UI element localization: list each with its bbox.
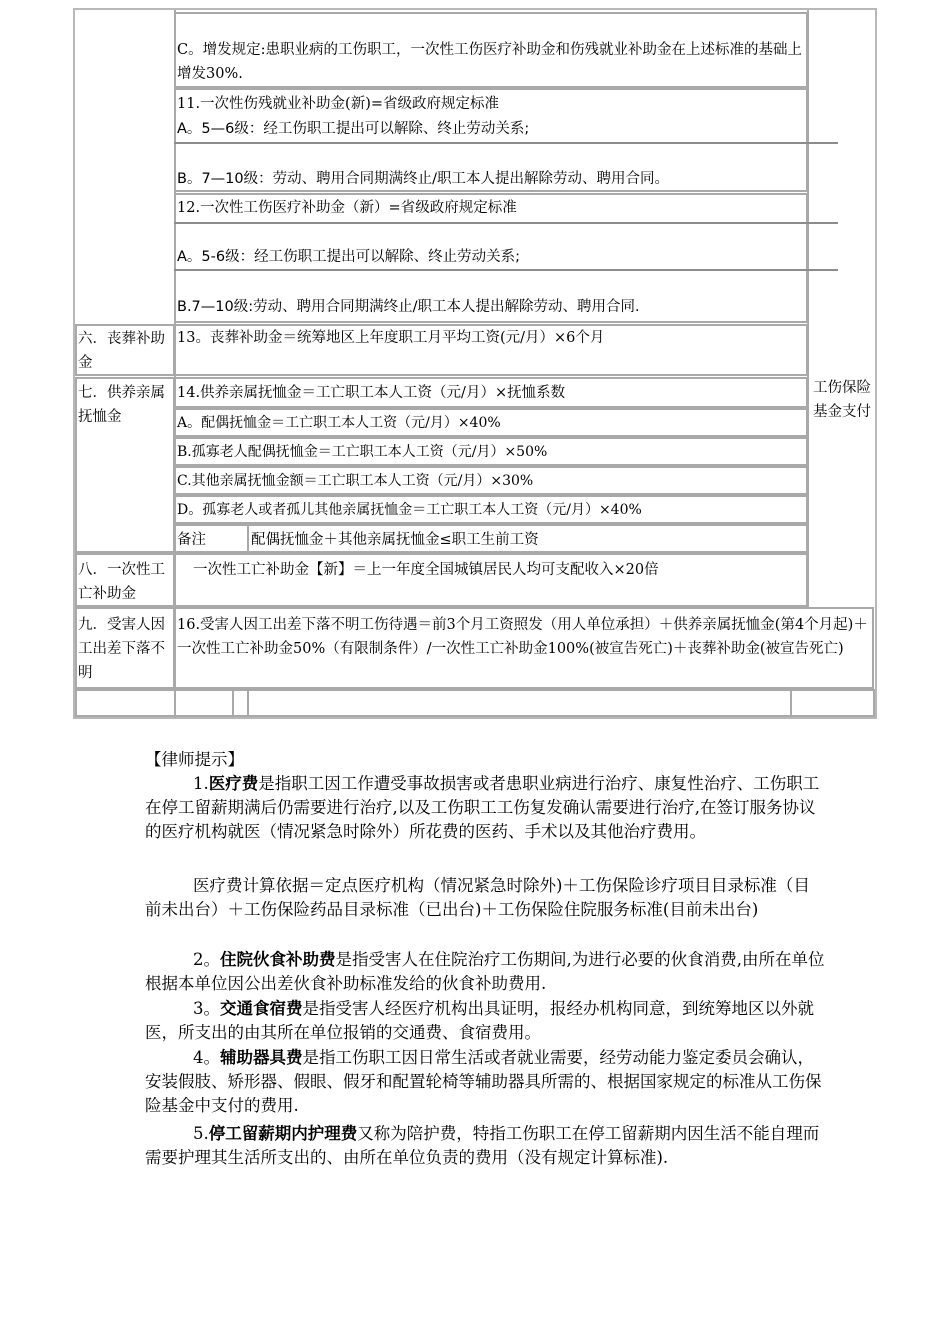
- tip-1b: 医疗费计算依据＝定点医疗机构（情况紧急时除外)＋工伤保险诊疗项目目录标准（目前未出台）＋工伤保险药品目录标准（已出台)＋工伤保险住院服务标准(目前未出台): [145, 876, 810, 919]
- tips-heading: 【律师提示】: [145, 750, 244, 769]
- item14-a-text: A。配偶抚恤金＝工亡职工本人工资（元/月）×40%: [177, 415, 501, 431]
- item11-title: 11.一次性伤残就业补助金(新)=省级政府规定标准: [177, 96, 500, 112]
- empty-divider-2: [247, 689, 249, 717]
- tip-5-text: 又称为陪护费，特指工伤职工在停工留薪期内因生活不能自理而需要护理其生活所支出的、由所在单位负责的费用（没有规定计算标准).: [145, 1124, 820, 1167]
- item11-a: A。5—6级：经工伤职工提出可以解除、终止劳动关系;: [177, 121, 530, 137]
- item14-d-text: D。孤寡老人或者孤儿其他亲属抚恤金＝工亡职工本人工资（元/月）×40%: [177, 502, 642, 518]
- tip-2-num: 2。: [193, 950, 220, 969]
- tip-4-term: 辅助器具费: [220, 1048, 303, 1067]
- tip-1-text: 是指职工因工作遭受事故损害或者患职业病进行治疗、康复性治疗、工伤职工在停工留薪期满后仍需要进行治疗,以及工伤职工工伤复发确认需要进行治疗,在签订服务协议的医疗机构就医（情况紧急时除外）所花费的医药、手术以及其他治疗费用。: [145, 774, 820, 841]
- sec6-label: 六．丧葬补助金: [78, 331, 165, 371]
- tip-2: [145, 948, 825, 996]
- item12-title: 12.一次性工伤医疗补助金（新）=省级政府规定标准: [177, 200, 517, 216]
- empty-divider-3: [790, 689, 792, 717]
- tip-3: [145, 997, 825, 1045]
- row-item11-divider: [174, 142, 838, 144]
- tip-4-num: 4。: [193, 1048, 220, 1067]
- item14-b-text: B.孤寡老人配偶抚恤金＝工亡职工本人工资（元/月）×50%: [177, 444, 548, 460]
- payer-text: 工伤保险基金支付: [813, 380, 871, 420]
- tip-3-text: 是指受害人经医疗机构出具证明，报经办机构同意，到统筹地区以外就医，所支出的由其所在单位报销的交通费、食宿费用。: [145, 999, 814, 1042]
- sec8-label: 八．一次性工亡补助金: [78, 562, 165, 602]
- item14-c-text: C.其他亲属抚恤金额＝工亡职工本人工资（元/月）×30%: [177, 473, 534, 489]
- item16-text: 16.受害人因工出差下落不明工伤待遇＝前3个月工资照发（用人单位承担）＋供养亲属抚恤金(第4个月起)＋一次性工亡补助金50%（有限制条件）/一次性工亡补助金100%(被宣告死亡)＋丧葬补助金(被宣告死亡): [177, 617, 868, 657]
- sec7-label: 七．供养亲属抚恤金: [78, 385, 165, 425]
- tip-5-term: 停工留薪期内护理费: [208, 1124, 358, 1143]
- tip-5: [145, 1122, 825, 1170]
- item12-a: A。5-6级：经工伤职工提出可以解除、终止劳动关系;: [177, 249, 520, 265]
- note-divider: [247, 524, 249, 553]
- tip-2-text: 是指受害人在住院治疗工伤期间,为进行必要的伙食消费,由所在单位根据本单位因公出差伙食补助标准发给的伙食补助费用.: [145, 950, 825, 993]
- tip-1-num: 1.: [193, 774, 209, 793]
- tip-4-text: 是指工伤职工因日常生活或者就业需要，经劳动能力鉴定委员会确认，安装假肢、矫形器、假眼、假牙和配置轮椅等辅助器具所需的、根据国家规定的标准从工伤保险基金中支付的费用.: [145, 1048, 822, 1115]
- tip-1-term: 医疗费: [208, 774, 259, 793]
- item12-b: B.7—10级:劳动、聘用合同期满终止/职工本人提出解除劳动、聘用合同.: [177, 299, 640, 315]
- note-label: 备注: [177, 532, 206, 548]
- note-text: 配偶抚恤金＋其他亲属抚恤金≤职工生前工资: [251, 532, 539, 548]
- item14-text: 14.供养亲属抚恤金＝工亡职工本人工资（元/月）×抚恤系数: [177, 385, 566, 401]
- empty-divider-1: [232, 689, 234, 717]
- item13-text: 13。丧葬补助金＝统筹地区上年度职工月平均工资(元/月）×6个月: [177, 330, 605, 346]
- sec9-label: 九．受害人因工出差下落不明: [78, 617, 165, 681]
- row-item12-divider-2: [174, 269, 838, 271]
- row-empty: [75, 689, 875, 717]
- tip-3-num: 3。: [193, 999, 220, 1018]
- item15-text: 一次性工亡补助金【新】＝上一年度全国城镇居民人均可支配收入×20倍: [193, 562, 659, 578]
- item11-b: B。7—10级：劳动、聘用合同期满终止/职工本人提出解除劳动、聘用合同。: [177, 171, 670, 187]
- tip-1: [145, 772, 825, 844]
- tip-2-term: 住院伙食补助费: [220, 950, 336, 969]
- tip-3-term: 交通食宿费: [220, 999, 303, 1018]
- c-increase-text: C。增发规定:患职业病的工伤职工，一次性工伤医疗补助金和伤残就业补助金在上述标准的基础上增发30%.: [177, 42, 802, 82]
- row-item12-divider-1: [174, 222, 838, 224]
- tip-4: [145, 1046, 825, 1118]
- tip-5-num: 5.: [193, 1124, 209, 1143]
